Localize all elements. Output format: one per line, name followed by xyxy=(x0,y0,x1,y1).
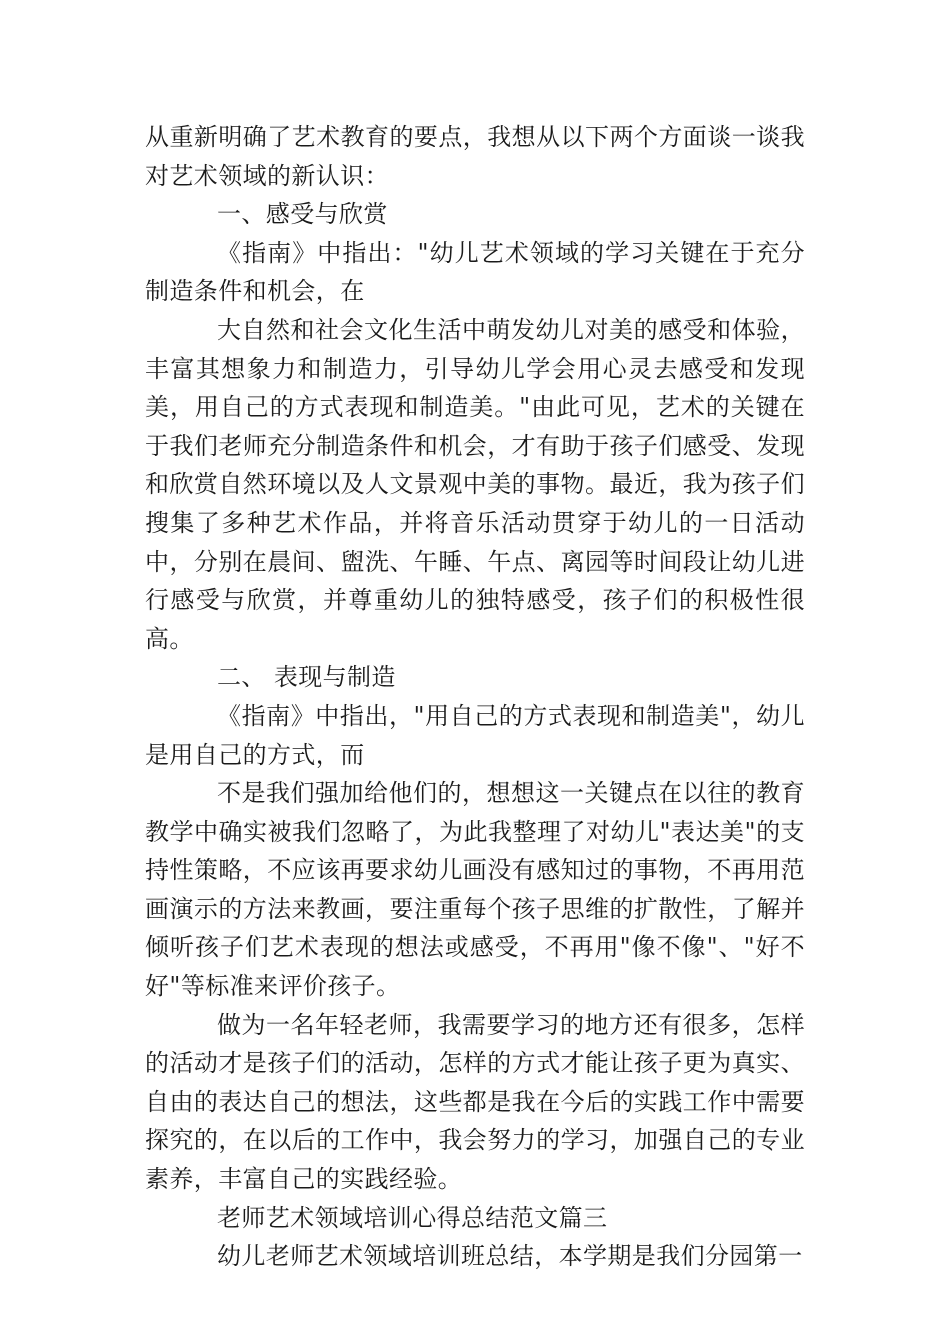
paragraph-part-three-start: 幼儿老师艺术领域培训班总结，本学期是我们分园第一 xyxy=(217,1242,803,1271)
paragraph-reflection: 做为一名年轻老师，我需要学习的地方还有很多，怎样的活动才是孩子们的活动，怎样的方式才能让孩子更为真实、自由的表达自己的想法，这些都是我在今后的实践工作中需要探究的，在以后的工作中，我会努力的学习，加强自己的专业素养，丰富自己的实践经验。 xyxy=(145,1010,805,1194)
document-body xyxy=(145,118,805,1276)
paragraph-guide-quote-2: 《指南》中指出，"用自己的方式表现和制造美"，幼儿是用自己的方式，而 xyxy=(145,701,805,769)
paragraph-express-body: 不是我们强加给他们的，想想这一关键点在以往的教育教学中确实被我们忽略了，为此我整理了对幼儿"表达美"的支持性策略，不应该再要求幼儿画没有感知过的事物，不再用范画演示的方法来教画，要注重每个孩子思维的扩散性，了解并倾听孩子们艺术表现的想法或感受，不再用"像不像"、"好不好"等标准来评价孩子。 xyxy=(145,779,805,1001)
paragraph-feel-body: 大自然和社会文化生活中萌发幼儿对美的感受和体验，丰富其想象力和制造力，引导幼儿学会用心灵去感受和发现美，用自己的方式表现和制造美。"由此可见，艺术的关键在于我们老师充分制造条件和机会，才有助于孩子们感受、发现和欣赏自然环境以及人文景观中美的事物。最近，我为孩子们搜集了多种艺术作品，并将音乐活动贯穿于幼儿的一日活动中，分别在晨间、盥洗、午睡、午点、离园等时间段让幼儿进行感受与欣赏，并尊重幼儿的独特感受，孩子们的积极性很高。 xyxy=(145,315,805,653)
heading-express-and-create: 二、 表现与制造 xyxy=(217,663,396,692)
paragraph-guide-quote-1: 《指南》中指出："幼儿艺术领域的学习关键在于充分制造条件和机会，在 xyxy=(145,238,805,306)
paragraph-intro: 从重新明确了艺术教育的要点，我想从以下两个方面谈一谈我对艺术领域的新认识： xyxy=(145,123,805,190)
section-title-part-three: 老师艺术领域培训心得总结范文篇三 xyxy=(217,1203,608,1232)
heading-feel-and-appreciate: 一、感受与欣赏 xyxy=(217,200,388,229)
